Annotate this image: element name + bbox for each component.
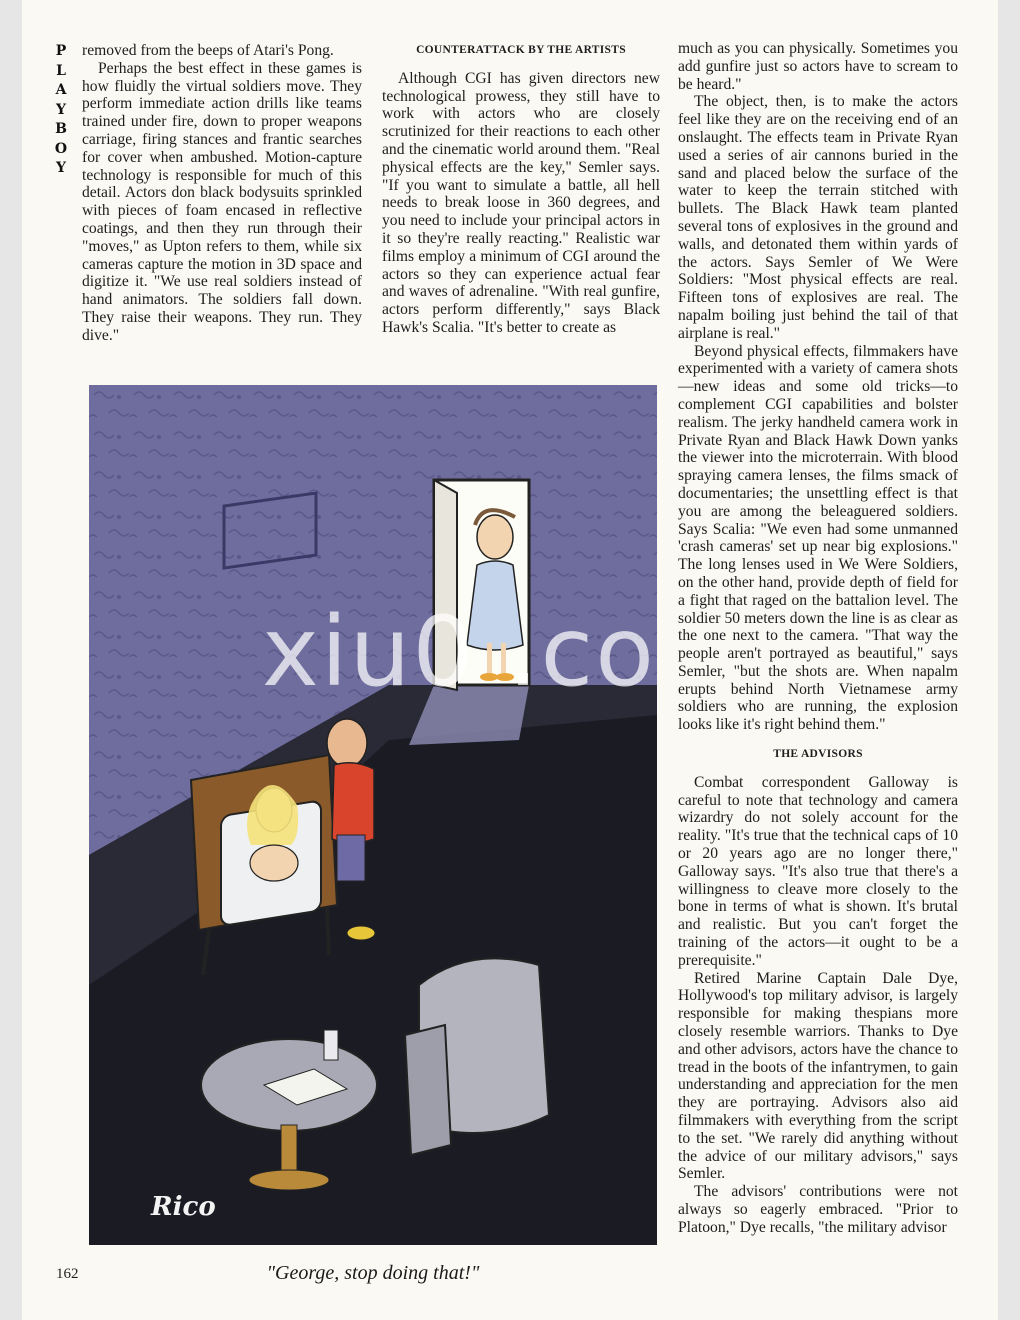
cartoon-illustration bbox=[89, 385, 657, 1245]
masthead-letter: Y bbox=[56, 101, 66, 118]
paragraph: Although CGI has given directors new technological prowess, they still have to work with actors who are closely scrutinized for their reactions to each other and the cinematic world around them. "Real physical effects are the key," Semler says. "If you want to simulate a battle, all hell needs to break loose in 360 degrees, and you need to include your principal actors in it so they're really reacting." Realistic war films employ a minimum of CGI around the actors so they can experience actual fear and waves of adrenaline. "With real gunfire, actors perform differently," says Black Hawk's Scalia. "It's better to create as bbox=[382, 69, 660, 336]
masthead-letter: O bbox=[54, 140, 68, 157]
masthead-letter: Y bbox=[56, 160, 66, 176]
column-2 bbox=[382, 42, 660, 337]
page-number: 162 bbox=[56, 1266, 79, 1282]
column-3 bbox=[678, 40, 958, 1237]
paragraph: much as you can physically. Sometimes you add gunfire just so actors have to scream to be heard." bbox=[678, 40, 958, 93]
section-heading: COUNTERATTACK BY THE ARTISTS bbox=[416, 44, 626, 56]
glass bbox=[324, 1030, 338, 1060]
paragraph: The advisors' contributions were not always so eagerly embraced. "Prior to Platoon," Dye recalls, "the military advisor bbox=[678, 1183, 958, 1236]
paragraph: removed from the beeps of Atari's Pong. bbox=[82, 42, 334, 59]
section-heading: THE ADVISORS bbox=[773, 748, 863, 761]
paragraph: Combat correspondent Galloway is careful to note that technology and camera wizardry do not solely account for the reality. "It's true that the technical caps of 10 or 20 years ago are no longer there," Galloway says. "It's also true that there's a willingness to cleave more closely to the bone in terms of what is shown. It's brutal and realistic. But you can't forget the training of the actors—it ought to be a prerequisite." bbox=[678, 773, 958, 969]
magazine-page bbox=[22, 0, 998, 1320]
masthead-vertical bbox=[52, 42, 70, 179]
paragraph: Perhaps the best effect in these games is how fluidly the virtual soldiers move. They perform immediate action drills like teams trained under fire, down to proper weapons carriage, firing stances and frantic searches for cover when ambushed. Motion-capture technology is responsible for much of this detail. Actors don black bodysuits sprinkled with pieces of foam encased in reflective coatings, and then they run through their "moves," as Upton refers to them, while six cameras capture the motion in 3D space and digitize it. "We use real soldiers instead of hand animators. The soldiers fall down. They raise their weapons. They run. They dive." bbox=[82, 59, 362, 344]
cartoon-caption: "George, stop doing that!" bbox=[266, 1262, 480, 1284]
paragraph: The object, then, is to make the actors feel like they are on the receiving end of an onslaught. The effects team in Private Ryan used a series of air cannons buried in the sand and placed below the surface of the water to keep the terrain stitched with bullets. The Black Hawk team planted several tons of explosives in the ground and walls, and detonated them within yards of the actors. Says Semler of We Were Soldiers: "Most physical effects are real. Fifteen tons of explosives are real. The napalm boiling just behind the tail of that airplane is real." bbox=[678, 93, 958, 342]
masthead-letter: B bbox=[55, 121, 67, 137]
masthead-letter: L bbox=[56, 62, 66, 79]
paragraph: Retired Marine Captain Dale Dye, Hollywood's top military advisor, is largely responsible for making thespians more closely resemble warriors. Thanks to Dye and other advisors, actors have the chance to tread in the boots of the infantrymen, to gain understanding and appreciation for the men they are portraying. Advisors also aid filmmakers with everything from the script to the set. "We rarely did anything without the advice of our military advisors," says Semler. bbox=[678, 969, 958, 1183]
paragraph: Beyond physical effects, filmmakers have experimented with a variety of camera shots—new ideas and some old tricks—to complement CGI capabilities and bolster realism. The jerky handheld camera work in Private Ryan and Black Hawk Down yanks the viewer into the microterrain. With blood spraying camera lenses, the films smack of documentaries; the unsettling effect is that you are among the beleaguered soldiers. Says Scalia: "We even had some unmanned 'crash cameras' set up near big explosions." The long lenses used in We Were Soldiers, on the other hand, provide depth of field for a fight that raged on the battalion level. The soldier 50 meters down the line is as clear as the one next to the camera. "That way the people aren't portrayed as beautiful," says Semler, "but the shots are. When napalm erupts behind North Vietnamese army soldiers who are running, the explosion looks like it's right behind them." bbox=[678, 342, 958, 734]
artist-signature: Rico bbox=[151, 1192, 216, 1222]
watermark: xiu0 .co bbox=[262, 596, 656, 708]
masthead-letter: A bbox=[55, 82, 67, 98]
column-1 bbox=[82, 42, 362, 345]
masthead-letter: P bbox=[55, 43, 67, 59]
